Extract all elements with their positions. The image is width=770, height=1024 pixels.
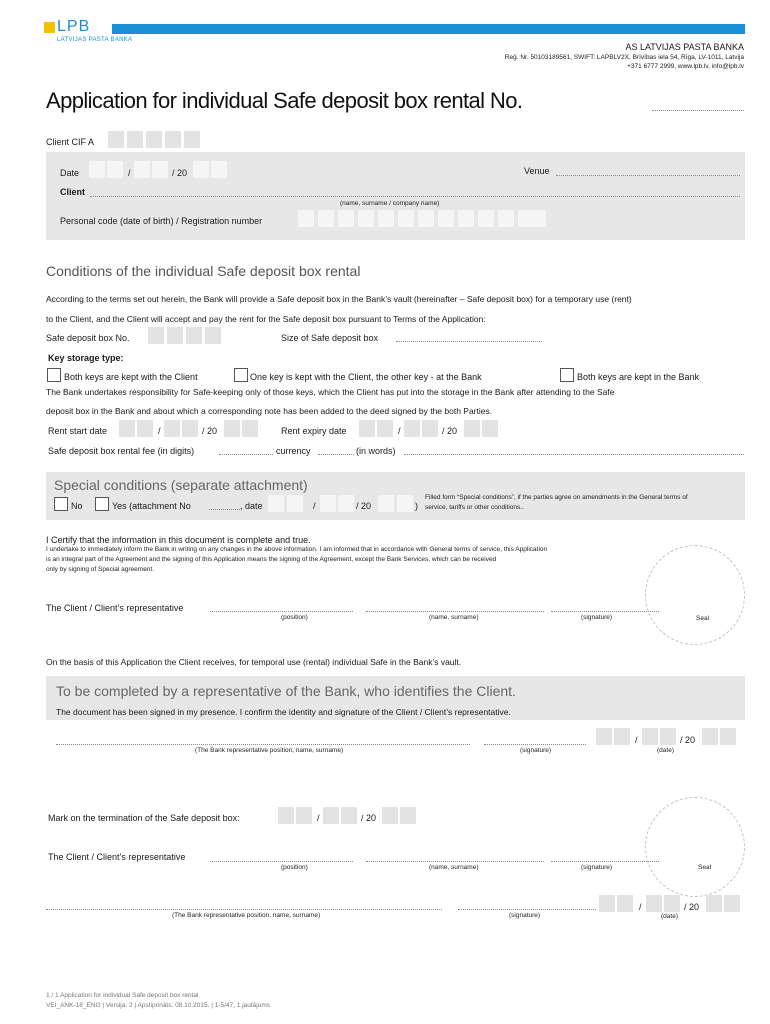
special-date-year-1[interactable] — [378, 495, 394, 512]
page-title: Application for individual Safe deposit box rental No. — [46, 88, 523, 113]
rent-expiry-month-2[interactable] — [422, 420, 438, 437]
rent-start-label: Rent start date — [48, 426, 108, 436]
certify-heading: I Certify that the information in this document is complete and true. — [46, 535, 311, 545]
special-note-line1: Filled form “Special conditions”, if the parties agree on amendments in the General terms of — [425, 494, 688, 501]
rent-start-year-1[interactable] — [224, 420, 240, 437]
conditions-para2-line2: deposit box in the Bank and about which a corresponding note has been added to the deed signed by the both Parties. — [46, 406, 493, 416]
client-representative-label: The Client / Client’s representative — [46, 603, 184, 613]
special-close-paren: ) — [415, 501, 418, 511]
bank-rep2-date-year-prefix: / 20 — [684, 902, 700, 912]
date-day-2[interactable] — [107, 161, 123, 178]
bank-rep-position-field-2[interactable] — [46, 909, 442, 910]
box-size-label: Size of Safe deposit box — [281, 333, 379, 343]
attachment-number-field[interactable] — [209, 509, 240, 510]
venue-field[interactable] — [556, 175, 740, 176]
bank-rep-signature-field-2[interactable] — [458, 909, 596, 910]
box-number-label: Safe deposit box No. — [46, 333, 130, 343]
cif-box-2[interactable] — [127, 131, 143, 148]
key-option-both-bank-checkbox[interactable] — [560, 368, 574, 382]
rent-expiry-year-2[interactable] — [482, 420, 498, 437]
date-year-2[interactable] — [211, 161, 227, 178]
key-storage-label: Key storage type: — [48, 353, 124, 363]
special-date-day-2[interactable] — [287, 495, 303, 512]
footer-line2: VEI_ANK-18_ENG | Versija: 2 | Apstiprināts: 08.10.2015. | 1-5/47, 1.jautājums — [46, 1002, 271, 1009]
bank-rep-date-year-prefix: / 20 — [680, 735, 696, 745]
special-date-year-2[interactable] — [397, 495, 413, 512]
rent-start-year-2[interactable] — [242, 420, 258, 437]
box-size-field[interactable] — [396, 341, 542, 342]
termination-year-prefix: / 20 — [361, 813, 377, 823]
client-name-field-2[interactable] — [366, 861, 544, 862]
key-option-both-client-label: Both keys are kept with the Client — [64, 372, 198, 382]
rent-start-day-1[interactable] — [119, 420, 135, 437]
personal-code-box-13[interactable] — [532, 210, 546, 227]
box-number-3[interactable] — [186, 327, 202, 344]
seal-circle-2 — [645, 797, 745, 897]
special-yes-checkbox[interactable] — [95, 497, 109, 511]
personal-code-box-2[interactable] — [318, 210, 334, 227]
bank-rep-date-year-2[interactable] — [720, 728, 736, 745]
bank-rep-date-month-2[interactable] — [660, 728, 676, 745]
fee-in-words-field[interactable] — [404, 454, 744, 455]
bank-rep-signature-hint: (signature) — [520, 747, 552, 754]
bank-contacts: +371 6777 2999, www.lpb.lv, info@lpb.lv — [627, 63, 744, 70]
bank-rep2-date-hint: (date) — [661, 913, 678, 920]
conditions-para1-line2: to the Client, and the Client will accept and pay the rent for the Safe deposit box pursuant to Terms of the Application: — [46, 314, 486, 324]
date-label: Date — [60, 168, 80, 178]
conditions-para1-line1: According to the terms set out herein, the Bank will provide a Safe deposit box in the Bank’s vault (hereinafter – Safe deposit box) for a temporary use (rent) — [46, 294, 632, 304]
termination-year-1[interactable] — [382, 807, 398, 824]
key-option-split-checkbox[interactable] — [234, 368, 248, 382]
box-number-2[interactable] — [167, 327, 183, 344]
rent-expiry-year-prefix: / 20 — [442, 426, 458, 436]
personal-code-label: Personal code (date of birth) / Registration number — [60, 216, 263, 226]
basis-text: On the basis of this Application the Client receives, for temporal use (rental) individual Safe in the Bank’s vault. — [46, 657, 462, 667]
client-signature-hint-2: (signature) — [581, 864, 613, 871]
rent-expiry-slash: / — [398, 426, 401, 436]
client-position-field[interactable] — [210, 611, 353, 612]
personal-code-box-11[interactable] — [498, 210, 514, 227]
special-date-slash: / — [313, 501, 316, 511]
venue-label: Venue — [524, 166, 550, 176]
termination-day-2[interactable] — [296, 807, 312, 824]
personal-code-box-5[interactable] — [378, 210, 394, 227]
termination-year-2[interactable] — [400, 807, 416, 824]
box-number-4[interactable] — [205, 327, 221, 344]
client-name-field[interactable] — [90, 196, 740, 197]
date-year-prefix: / 20 — [172, 168, 188, 178]
special-date-month-2[interactable] — [338, 495, 354, 512]
rent-expiry-day-2[interactable] — [377, 420, 393, 437]
cif-box-1[interactable] — [108, 131, 124, 148]
client-signature-hint: (signature) — [581, 614, 613, 621]
client-name-hint-1: (name, surname) — [429, 614, 479, 621]
client-representative-label-2: The Client / Client’s representative — [48, 852, 186, 862]
bank-rep-position-field[interactable] — [56, 744, 470, 745]
client-signature-field-2[interactable] — [551, 861, 659, 862]
client-position-hint: (position) — [281, 614, 308, 621]
bank-rep2-date-day-2[interactable] — [617, 895, 633, 912]
bank-rep2-date-month-1[interactable] — [646, 895, 662, 912]
special-date-day-1[interactable] — [268, 495, 284, 512]
conditions-para2-line1: The Bank undertakes responsibility for Safe-keeping only of those keys, which the Client has put into the storage in the Bank after attending to the Safe — [46, 387, 615, 397]
application-number-field[interactable] — [652, 110, 744, 111]
client-position-field-2[interactable] — [210, 861, 353, 862]
logo-yellow-square — [44, 22, 55, 33]
conditions-title: Conditions of the individual Safe deposit box rental — [46, 263, 361, 279]
rent-start-slash: / — [158, 426, 161, 436]
bank-rep-position-hint: (The Bank representative position, name, surname) — [195, 747, 344, 754]
box-number-1[interactable] — [148, 327, 164, 344]
rental-fee-field[interactable] — [219, 454, 273, 455]
client-label: Client — [60, 187, 86, 197]
special-no-label: No — [71, 501, 83, 511]
rent-expiry-day-1[interactable] — [359, 420, 375, 437]
personal-code-box-1[interactable] — [298, 210, 314, 227]
rental-fee-label: Safe deposit box rental fee (in digits) — [48, 446, 195, 456]
key-option-both-client-checkbox[interactable] — [47, 368, 61, 382]
bank-representative-text: The document has been signed in my presence. I confirm the identity and signature of the Client / Client’s representative. — [56, 707, 511, 717]
personal-code-box-6[interactable] — [398, 210, 414, 227]
client-signature-field[interactable] — [551, 611, 659, 612]
cif-box-4[interactable] — [165, 131, 181, 148]
seal-label-2: Seal — [698, 864, 712, 871]
certify-line3: only by signing of Special agreement. — [46, 566, 155, 573]
bank-rep2-date-day-1[interactable] — [599, 895, 615, 912]
seal-label-1: Seal — [696, 615, 710, 622]
special-no-checkbox[interactable] — [54, 497, 68, 511]
date-month-1[interactable] — [134, 161, 150, 178]
termination-month-1[interactable] — [323, 807, 339, 824]
bank-rep-date-day-1[interactable] — [596, 728, 612, 745]
special-note-line2: service, tariffs or other conditions.. — [425, 504, 524, 511]
client-name-hint: (name, surname / company name) — [340, 200, 440, 207]
client-cif-label: Client CIF A — [46, 137, 95, 147]
cif-box-5[interactable] — [184, 131, 200, 148]
rent-expiry-label: Rent expiry date — [281, 426, 347, 436]
personal-code-box-7[interactable] — [418, 210, 434, 227]
client-name-signature-field[interactable] — [366, 611, 544, 612]
bank-rep-date-day-2[interactable] — [614, 728, 630, 745]
bank-rep2-date-year-2[interactable] — [724, 895, 740, 912]
bank-rep-position-hint-2: (The Bank representative position, name, surname) — [172, 912, 321, 919]
termination-slash: / — [317, 813, 320, 823]
date-month-2[interactable] — [152, 161, 168, 178]
special-date-year-prefix: / 20 — [356, 501, 372, 511]
personal-code-box-10[interactable] — [478, 210, 494, 227]
special-date-label: , date — [240, 501, 263, 511]
rent-start-month-1[interactable] — [164, 420, 180, 437]
special-date-month-1[interactable] — [320, 495, 336, 512]
termination-month-2[interactable] — [341, 807, 357, 824]
bank-rep-signature-field[interactable] — [484, 744, 586, 745]
termination-label: Mark on the termination of the Safe deposit box: — [48, 813, 240, 823]
seal-circle-1 — [645, 545, 745, 645]
personal-code-box-4[interactable] — [358, 210, 374, 227]
bank-name: AS LATVIJAS PASTA BANKA — [625, 42, 744, 52]
rent-expiry-year-1[interactable] — [464, 420, 480, 437]
bank-rep-date-hint: (date) — [657, 747, 674, 754]
bank-rep-signature-hint-2: (signature) — [509, 912, 541, 919]
currency-label: currency — [276, 446, 311, 456]
bank-rep-date-year-1[interactable] — [702, 728, 718, 745]
rent-start-year-prefix: / 20 — [202, 426, 218, 436]
currency-field[interactable] — [318, 454, 354, 455]
bank-rep-date-slash: / — [635, 735, 638, 745]
personal-code-box-3[interactable] — [338, 210, 354, 227]
date-day-1[interactable] — [89, 161, 105, 178]
footer-line1: 1 / 1 Application for individual Safe deposit box rental — [46, 992, 199, 999]
date-year-1[interactable] — [193, 161, 209, 178]
cif-box-3[interactable] — [146, 131, 162, 148]
date-slash: / — [128, 168, 131, 178]
certify-line2: is an integral part of the Agreement and the signing of this Application means the signing of the Agreement, except the Bank Services, which can be received — [46, 556, 497, 563]
bank-address: Reģ. Nr. 50103189561, SWIFT: LAPBLV2X, Brīvības iela 54, Rīga, LV-1011, Latvija — [504, 54, 744, 61]
bank-rep-date-month-1[interactable] — [642, 728, 658, 745]
termination-day-1[interactable] — [278, 807, 294, 824]
key-option-both-bank-label: Both keys are kept in the Bank — [577, 372, 700, 382]
rent-expiry-month-1[interactable] — [404, 420, 420, 437]
key-option-split-label: One key is kept with the Client, the other key - at the Bank — [250, 372, 482, 382]
bank-rep2-date-slash: / — [639, 902, 642, 912]
bank-representative-title: To be completed by a representative of the Bank, who identifies the Client. — [56, 683, 516, 699]
bank-rep2-date-year-1[interactable] — [706, 895, 722, 912]
in-words-label: (in words) — [356, 446, 396, 456]
certify-line1: I undertake to immediately inform the Bank in writing on any changes in the above information. I am informed that in accordance with General terms of service, this Application — [46, 546, 548, 553]
rent-start-day-2[interactable] — [137, 420, 153, 437]
special-conditions-title: Special conditions (separate attachment) — [54, 477, 308, 493]
personal-code-box-9[interactable] — [458, 210, 474, 227]
header-blue-bar — [112, 24, 745, 34]
logo-letters: LPB — [57, 18, 91, 35]
bank-rep2-date-month-2[interactable] — [664, 895, 680, 912]
logo-bank-name: LATVIJAS PASTA BANKA — [57, 37, 133, 43]
client-name-hint-2: (name, surname) — [429, 864, 479, 871]
personal-code-box-8[interactable] — [438, 210, 454, 227]
special-yes-label: Yes (attachment No — [112, 501, 191, 511]
rent-start-month-2[interactable] — [182, 420, 198, 437]
client-position-hint-2: (position) — [281, 864, 308, 871]
